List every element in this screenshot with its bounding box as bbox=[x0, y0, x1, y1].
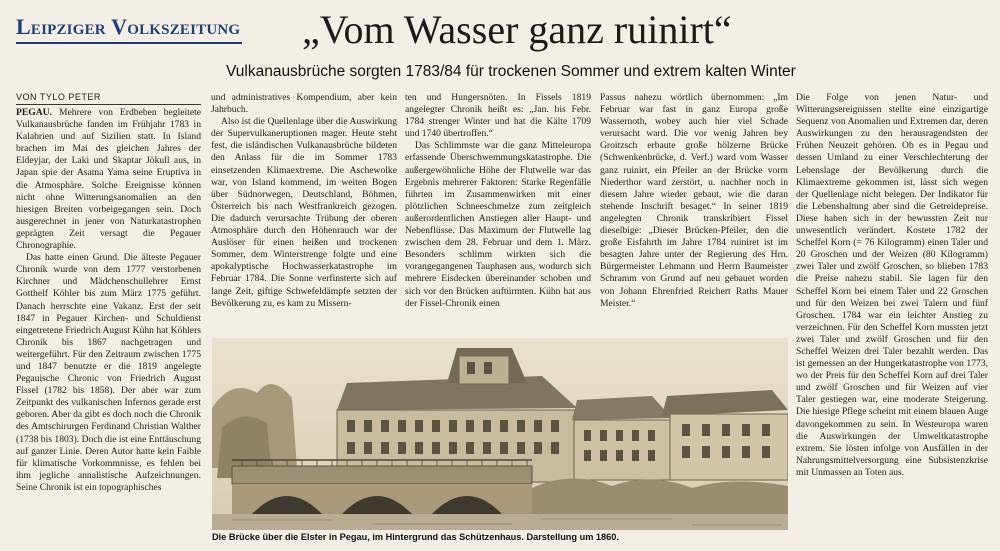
byline: VON TYLO PETER bbox=[16, 92, 101, 102]
paragraph: Das hatte einen Grund. Die älteste Pegauer Chronik wurde von dem 1777 verstorbenen Kirchner und Mädchenschullehrer Ernst Gotthelf Köhler bis zum März 1775 geführt. Danach herrschte eine Vakanz. Erst der seit 1847 in Pegauer Kirchen- und Schuldienst eingetretene Friedrich August Kühn hat Köhlers Chronik bis 1867 nachgetragen und weitergeführt. Für den Zeitraum zwischen 1775 und 1847 benutzte er die 1819 angelegte Pegauische Chronic von Friedrich August Fissel (1782 bis 1858). Der aber war zum Zeitpunkt des vulkanischen Infernos gerade erst geboren. Aber da gibt es doch noch die Chronik des Amtschirurgen Ferdinand Christian Walther (1738 bis 1803). Doch die ist eine Enttäuschung auf ganzer Linie. Deren Autor hatte kein Faible für klimatische Vorkommnisse, es fehlen bei ihm jegliche annalistische Aufzeichnungen. Seine Chronik ist ein topographisches bbox=[16, 252, 201, 493]
newspaper-masthead: Leipziger Volkszeitung bbox=[16, 14, 241, 39]
dateline: PEGAU. bbox=[16, 107, 52, 118]
article-column-2 bbox=[211, 92, 397, 338]
byline-rule bbox=[16, 104, 201, 105]
bridge-drawing bbox=[212, 338, 788, 530]
article-column-4 bbox=[600, 92, 788, 338]
paragraph: Die Folge von jenen Natur- und Witterungsereignissen stellte eine einzigartige Sequenz von Anomalien und Extremen dar, deren Auswirkungen zu den herausragendsten der Frühen Neuzeit gehören. Ob es in Pegau und dessen Umland zu einer Verschlechterung der Lebenslage der Bevölkerung durch die Klimaextreme gekommen ist, lässt sich wegen der Quellenlage nicht belegen. Der Indikator für die Lebenshaltung aber sind die Getreidepreise. Diese haben sich in der bewussten Zeit nur unwesentlich verändert. Kostete 1782 der Scheffel Korn (= 76 Kilogramm) einen Taler und 20 Groschen und der Weizen (80 Kilogramm) zwei Taler und zwölf Groschen, so blieben 1783 die Preise nahezu stabil. Sie lagen für den Scheffel Korn bei einem Taler und 22 Groschen und für den Weizen bei zwei Talern und fünf Groschen. 1784 war ein leichter Anstieg zu verzeichnen. Für den Scheffel Korn mussten jetzt zwei Taler und zwölf Groschen und für den Scheffel Weizen drei Taler bezahlt werden. Das ist gemessen an der Hungerkatastrophe von 1773, wo der Preis für den Scheffel Korn auf drei Taler und zwölf Groschen und für Weizen auf vier Taler gestiegen war, eine moderate Steigerung. Die hiesige Pflege scheint mit einem blauen Auge davongekommen zu sein. In Westeuropa waren die Auswirkungen der Umweltkatastrophe extrem. Sie lösten infolge von Ausfällen in der Nahrungsmittelversorgung eine Subsistenzkrise mit Unmassen an Toten aus. bbox=[796, 92, 988, 478]
paragraph: Passus nahezu wörtlich übernommen: „Im Februar war fast in ganz Europa große Wassernoth, wobey auch hier viel Schade verursacht ward. Die vor wenig Jahren bey Groitzsch erbaute große hölzerne Brücke (Schwenkenbrücke, d. Verf.) ward vom Wasser ganz ruinirt, ein Pfeiler an der Brücke vorm Niederthor ward zerstört, u. nachher noch in diesem Jahre wieder gebaut, wie die daran stehende Inschrift besaget.“ In seiner 1819 angelegten Chronik transkribiert Fissel dieselbige: „Dieser Brücken-Pfeiler, den die große Eisfahrth im Jahre 1784 ruiniret ist im besagten Jahre unter der Regierung des Hrn. Bürgermeister Lehmann und Herrn Baumeister Schramm von Grund auf neu gebauet worden von Johann Ehrenfried Reichert Raths Mauer Meister.“ bbox=[600, 92, 788, 309]
paragraph: ten und Hungersnöten. In Fissels 1819 angelegter Chronik heißt es: „Jan. bis Febr. 1784 strenger Winter und hat die Kälte 1709 und 1740 übertroffen.“ bbox=[405, 92, 591, 140]
historical-bridge-illustration bbox=[212, 338, 788, 530]
masthead-rule bbox=[16, 42, 242, 44]
article-headline: „Vom Wasser ganz ruinirt“ bbox=[302, 7, 732, 52]
article-column-5 bbox=[796, 92, 988, 550]
paragraph: und administratives Kompendium, aber kein Jahrbuch. bbox=[211, 92, 397, 116]
paragraph: Das Schlimmste war die ganz Mitteleuropa erfassende Überschwemmungskatastrophe. Die außergewöhnliche Höhe der Flutwelle war das Ergebnis mehrerer Faktoren: Starke Regenfälle führten im Zusammenwirken mit einer plötzlichen Schneeschmelze zum zeitgleich außerordentlichen Anstiegen aller Haupt- und Nebenflüsse. Das Maximum der Flutwelle lag zwischen dem 28. Februar und dem 1. März. Besonders schlimm wirkten sich die vorangegangenen Tauphasen aus, wodurch sich mehrere Eisdecken übereinander schoben und sich vor den Brücken auftürmten. Kühn hat aus der Fissel-Chronik einen bbox=[405, 140, 591, 309]
illustration-caption: Die Brücke über die Elster in Pegau, im Hintergrund das Schützenhaus. Darstellung um 1860. bbox=[212, 532, 619, 542]
article-column-3 bbox=[405, 92, 591, 338]
paragraph: Also ist die Quellenlage über die Auswirkung der Supervulkaneruptionen mager. Heute steht fest, die isländischen Vulkanausbrüche bildeten den Anlass für die im Sommer 1783 einsetzenden Klimaextreme. Die Aschewolke war, von Island kommend, im weiten Bogen über Südnorwegen, Deutschland, Böhmen, Österreich bis nach Westfrankreich gezogen. Die dadurch verursachte Trübung der oberen Atmosphäre durch den Höhenrauch war der Auslöser für einen heißen und trockenen Sommer, dem Winterstrenge folgte und eine apokalyptische Hochwasserkatastrophe im Februar 1784. Die Sonne verfinsterte sich auf lange Zeit, giftige Schwefeldämpfe setzten der Bevölkerung zu, es kam zu Missern- bbox=[211, 116, 397, 309]
article-column-1 bbox=[16, 107, 201, 550]
paragraph-text: Mehrere von Erdbeben begleitete Vulkanausbrüche fanden im Frühjahr 1783 in Kalabrien und auf Sizilien statt. In Island brachen im Mai des gleichen Jahres der Eldeyjar, der Laki und Skaptar Jökull aus, in Japan spie der Asama Yama seine Eruptiva in die Atmosphäre. Solche Ereignisse können nicht ohne Witterungsanomalien an den hiesigen Breiten vorbeigegangen sein. Doch ausgerechnet in jener von Naturkatastrophen geprägten Zeit versagt die Pegauer Chronographie. bbox=[16, 107, 201, 252]
article-subheadline: Vulkanausbrüche sorgten 1783/84 für trockenen Sommer und extrem kalten Winter bbox=[226, 63, 796, 80]
paragraph bbox=[16, 107, 201, 252]
